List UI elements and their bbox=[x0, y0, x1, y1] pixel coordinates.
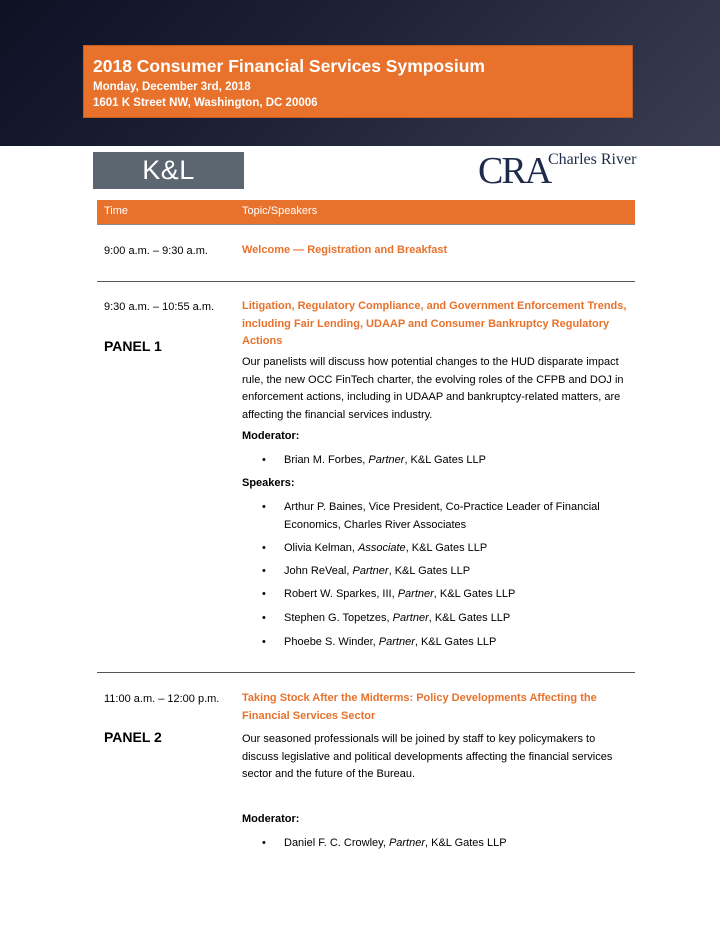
person-name: Olivia Kelman, bbox=[284, 542, 358, 554]
person-name: Brian M. Forbes, bbox=[284, 454, 369, 466]
session-time: 9:00 a.m. – 9:30 a.m. bbox=[104, 245, 208, 257]
session-time: 11:00 a.m. – 12:00 p.m. bbox=[104, 693, 220, 705]
person-role: Partner bbox=[388, 837, 426, 849]
event-banner bbox=[83, 45, 633, 118]
person-role: Associate bbox=[357, 542, 406, 554]
event-date: Monday, December 3rd, 2018 bbox=[93, 81, 251, 93]
panel-label: PANEL 1 bbox=[104, 338, 162, 354]
person-role: Partner bbox=[352, 565, 389, 577]
person-org: , K&L Gates LLP bbox=[428, 612, 511, 624]
person-org: , K&L Gates LLP bbox=[425, 837, 507, 849]
bullet-icon: • bbox=[262, 501, 266, 513]
bullet-icon: • bbox=[262, 454, 266, 466]
moderator-label: Moderator: bbox=[242, 430, 300, 442]
person-role: Partner bbox=[392, 612, 429, 624]
bullet-icon: • bbox=[262, 542, 266, 554]
panel-label: PANEL 2 bbox=[104, 729, 162, 745]
session-description: Our panelists will discuss how potential changes to the HUD disparate impact rule, the new OCC FinTech charter, the evolving roles of the CFPB and DOJ in enforcement actions, including in UDAAP and bankruptcy-related matters, are affecting the financial services industry. bbox=[242, 356, 624, 421]
person-role: Partner bbox=[368, 454, 405, 466]
person-role: Partner bbox=[397, 588, 434, 600]
person-name: John ReVeal, bbox=[284, 565, 353, 577]
person-role: Partner bbox=[378, 636, 415, 648]
person-name: Daniel F. C. Crowley, bbox=[284, 837, 389, 849]
klgates-logo: K&L bbox=[93, 152, 244, 189]
person-org: , K&L Gates LLP bbox=[404, 454, 486, 466]
cra-logo bbox=[478, 150, 648, 192]
person-org: , K&L Gates LLP bbox=[388, 565, 471, 577]
cra-logo-mark: CRA bbox=[478, 150, 551, 192]
event-address: 1601 K Street NW, Washington, DC 20006 bbox=[93, 97, 318, 109]
person-name: Phoebe S. Winder, bbox=[284, 636, 379, 648]
event-title: 2018 Consumer Financial Services Symposium bbox=[93, 56, 485, 76]
session-topic: Litigation, Regulatory Compliance, and Government Enforcement Trends, including Fair Lending, UDAAP and Consumer Bankruptcy Regulatory Actions bbox=[242, 300, 627, 347]
row-divider bbox=[97, 672, 635, 673]
session-description: Our seasoned professionals will be joined by staff to key policymakers to discuss legislative and political developments affecting the financial services sector and the future of the Bureau. bbox=[242, 733, 613, 780]
bullet-icon: • bbox=[262, 612, 266, 624]
agenda-table-header bbox=[97, 200, 635, 225]
cra-logo-name: Charles River bbox=[548, 151, 637, 168]
bullet-icon: • bbox=[262, 636, 266, 648]
bullet-icon: • bbox=[262, 837, 266, 849]
session-topic: Taking Stock After the Midterms: Policy Developments Affecting the Financial Services Sector bbox=[242, 692, 597, 722]
session-topic: Welcome — Registration and Breakfast bbox=[242, 244, 448, 256]
bullet-icon: • bbox=[262, 588, 266, 600]
session-time: 9:30 a.m. – 10:55 a.m. bbox=[104, 301, 215, 313]
column-header-time: Time bbox=[104, 205, 129, 217]
column-header-topic: Topic/Speakers bbox=[242, 205, 318, 217]
person-org: , K&L Gates LLP bbox=[414, 636, 497, 648]
row-divider bbox=[97, 281, 635, 282]
person-org: , K&L Gates LLP bbox=[433, 588, 516, 600]
person-org: , K&L Gates LLP bbox=[405, 542, 488, 554]
person-name: Arthur P. Baines, Vice President, Co-Practice Leader of Financial Economics, Charles River Associates bbox=[284, 501, 600, 531]
person-name: Robert W. Sparkes, III, bbox=[284, 588, 398, 600]
person-name: Stephen G. Topetzes, bbox=[284, 612, 393, 624]
bullet-icon: • bbox=[262, 565, 266, 577]
moderator-label: Moderator: bbox=[242, 813, 300, 825]
speakers-label: Speakers: bbox=[242, 477, 295, 489]
